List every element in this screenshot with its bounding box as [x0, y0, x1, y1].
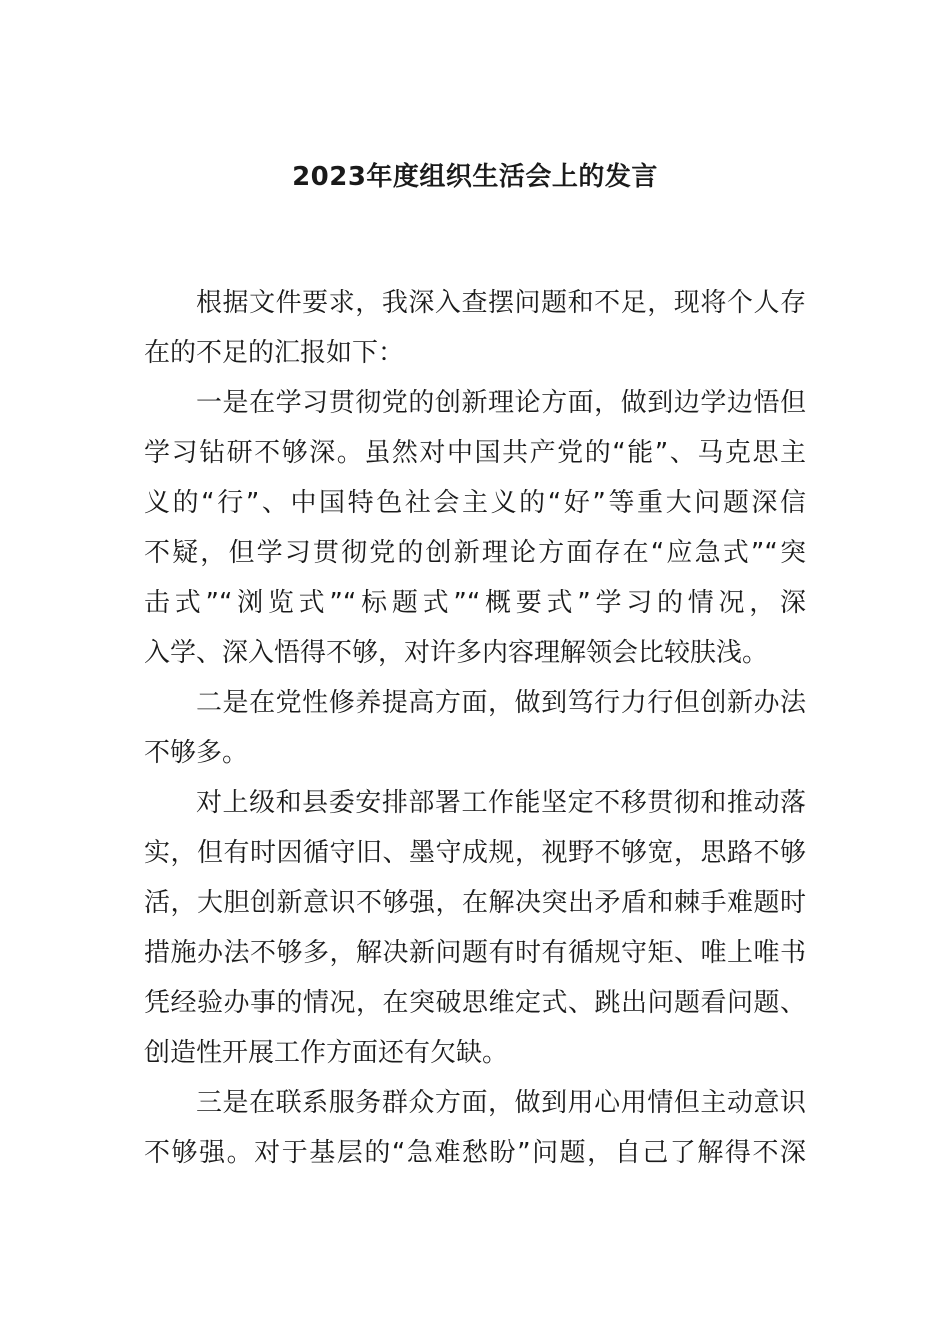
text-line: 活，大胆创新意识不够强，在解决突出矛盾和棘手难题时 [144, 888, 806, 918]
text-line: 不够强。对于基层的“急难愁盼”问题，自己了解得不深 [144, 1138, 806, 1168]
text-line: 根据文件要求，我深入查摆问题和不足，现将个人存 [196, 288, 806, 318]
text-line: 对上级和县委安排部署工作能坚定不移贯彻和推动落 [196, 788, 806, 818]
text-line: 实，但有时因循守旧、墨守成规，视野不够宽，思路不够 [144, 838, 806, 868]
text-line: 入学、深入悟得不够，对许多内容理解领会比较肤浅。 [144, 638, 769, 668]
text-line: 二是在党性修养提高方面，做到笃行力行但创新办法 [196, 688, 806, 718]
text-line: 凭经验办事的情况，在突破思维定式、跳出问题看问题、 [144, 988, 806, 1018]
document-title: 2023年度组织生活会上的发言 [292, 162, 658, 192]
text-line: 措施办法不够多，解决新问题有时有循规守矩、唯上唯书 [144, 938, 806, 968]
text-line: 击式”“浏览式”“标题式”“概要式”学习的情况，深 [144, 588, 806, 618]
document-body [144, 278, 806, 1178]
text-line: 一是在学习贯彻党的创新理论方面，做到边学边悟但 [196, 388, 806, 418]
text-line: 不够多。 [144, 738, 249, 768]
text-line: 学习钻研不够深。虽然对中国共产党的“能”、马克思主 [144, 438, 806, 468]
text-line: 三是在联系服务群众方面，做到用心用情但主动意识 [196, 1088, 806, 1118]
text-line: 创造性开展工作方面还有欠缺。 [144, 1038, 509, 1068]
text-line: 义的“行”、中国特色社会主义的“好”等重大问题深信 [144, 488, 806, 518]
text-line: 不疑，但学习贯彻党的创新理论方面存在“应急式”“突 [144, 538, 806, 568]
text-line: 在的不足的汇报如下： [144, 338, 405, 368]
